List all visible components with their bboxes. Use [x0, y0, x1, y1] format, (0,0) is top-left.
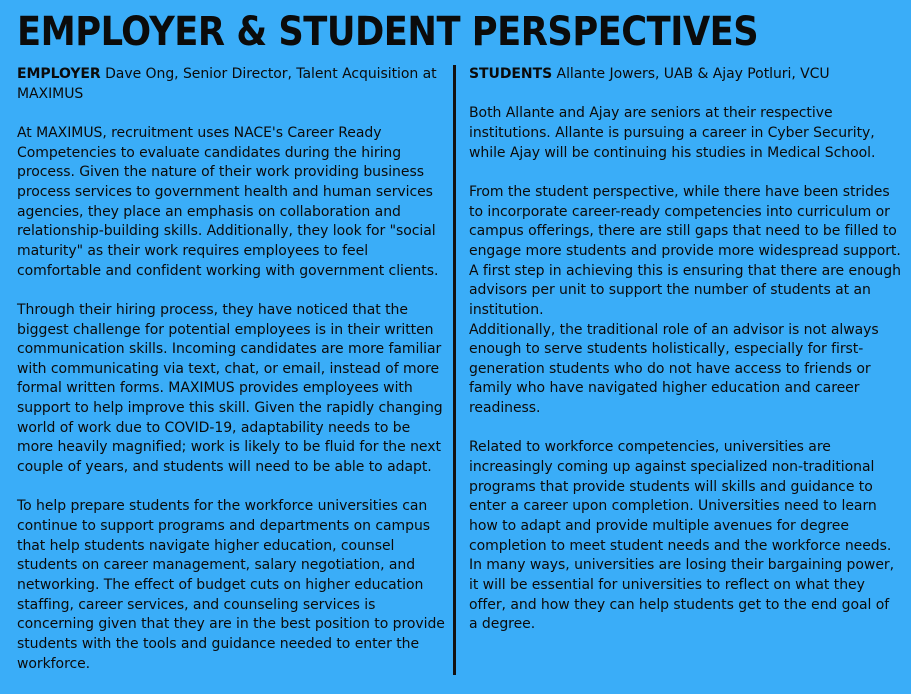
students-paragraph-2: From the student perspective, while there have been strides to incorporate career-ready competencies into curriculum or campus offerings, there are still gaps that need to be filled to engage more students and provide more widespread support. A first step in achieving this is ensuring that there are enough advisors per unit to support the number of students at an institution. [469, 183, 901, 318]
students-label: STUDENTS [469, 66, 553, 82]
employer-label: EMPLOYER [17, 66, 101, 82]
employer-byline [17, 65, 449, 104]
students-byline [469, 65, 902, 85]
employer-paragraph-1: At MAXIMUS, recruitment uses NACE's Career Ready Competencies to evaluate candidates during the hiring process. Given the nature of their work providing business process services to government health and human services agencies, they place an emphasis on collaboration and relationship-building skills. Additionally, they look for "social maturity" as their work requires employees to feel comfortable and confident working with government clients. [17, 124, 439, 279]
column-divider [453, 65, 456, 675]
employer-column [17, 65, 449, 694]
students-column [469, 65, 902, 655]
employer-paragraph-2: Through their hiring process, they have noticed that the biggest challenge for potential employees is in their written communication skills. Incoming candidates are more familiar with communicating via text, chat, or email, instead of more formal written forms. MAXIMUS provides employees with support to help improve this skill. Given the rapidly changing world of work due to COVID-19, adaptability needs to be more heavily magnified; work is likely to be fluid for the next couple of years, and students will need to be able to adapt. [17, 301, 443, 476]
students-paragraph-4: Related to workforce competencies, universities are increasingly coming up against specialized non-traditional programs that provide students will skills and guidance to enter a career upon completion. Universities need to learn how to adapt and provide multiple avenues for degree completion to meet student needs and the workforce needs. In many ways, universities are losing their bargaining power, it will be essential for universities to reflect on what they offer, and how they can help students get to the end goal of a degree. [469, 439, 894, 633]
students-byline-text: Allante Jowers, UAB & Ajay Potluri, VCU [552, 66, 830, 82]
page-title: EMPLOYER & STUDENT PERSPECTIVES [17, 9, 759, 55]
employer-paragraph-3: To help prepare students for the workforce universities can continue to support programs and departments on campus that help students navigate higher education, counsel students on career management, salary negotiation, and networking. The effect of budget cuts on higher education staffing, career services, and counseling services is concerning given that they are in the best position to provide students with the tools and guidance needed to enter the workforce. [17, 498, 445, 672]
students-paragraph-3: Additionally, the traditional role of an advisor is not always enough to serve students holistically, especially for first-generation students who do not have access to friends or family who have navigated higher education and career readiness. [469, 321, 879, 417]
students-paragraph-1: Both Allante and Ajay are seniors at their respective institutions. Allante is pursuing a career in Cyber Security, while Ajay will be continuing his studies in Medical School. [469, 105, 876, 161]
employer-byline-text: Dave Ong, Senior Director, Talent Acquisition at MAXIMUS [17, 66, 437, 102]
